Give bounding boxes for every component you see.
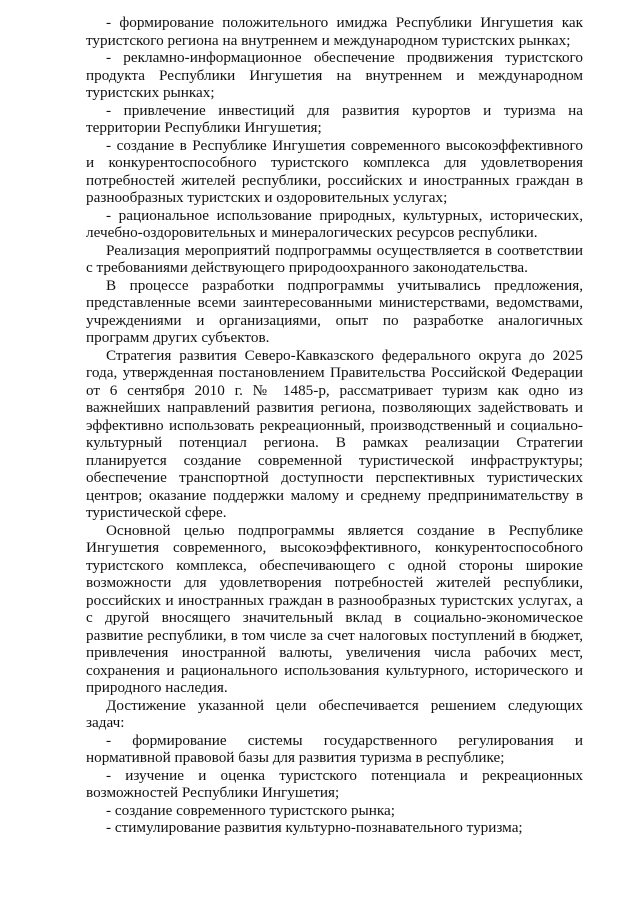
bullet-paragraph: - формирование положительного имиджа Республики Ингушетия как туристского региона на внутреннем и международном туристских рынках; xyxy=(86,14,583,49)
body-paragraph: В процессе разработки подпрограммы учитывались предложения, представленные всеми заинтересованными министерствами, ведомствами, учреждениями и организациями, опыт по разработке аналогичных программ других субъектов. xyxy=(86,276,583,346)
bullet-paragraph: - рациональное использование природных, культурных, исторических, лечебно-оздоровительных и минералогических ресурсов республики. xyxy=(86,206,583,241)
body-paragraph: Основной целью подпрограммы является создание в Республике Ингушетия современного, высокоэффективного, конкурентоспособного туристского комплекса, обеспечивающего с одной стороны широкие возможности для удовлетворения потребностей жителей республики, российских и иностранных граждан в разнообразных туристских услугах, а с другой вносящего значительный вклад в социально-экономическое развитие республики, в том числе за счет налоговых поступлений в бюджет, привлечения иностранной валюты, увеличения числа рабочих мест, сохранения и рационального использования культурного, исторического и природного наследия. xyxy=(86,521,583,696)
bullet-paragraph: - привлечение инвестиций для развития курортов и туризма на территории Республики Ингушетия; xyxy=(86,101,583,136)
bullet-paragraph: - рекламно-информационное обеспечение продвижения туристского продукта Республики Ингушетия на внутреннем и международном туристских рынках; xyxy=(86,49,583,101)
bullet-paragraph: - формирование системы государственного регулирования и нормативной правовой базы для развития туризма в республике; xyxy=(86,731,583,766)
body-paragraph: Стратегия развития Северо-Кавказского федерального округа до 2025 года, утвержденная постановлением Правительства Российской Федерации от 6 сентября 2010 г. № 1485-р, рассматривает туризм как одно из важнейших направлений развития региона, позволяющих задействовать и эффективно использовать рекреационный, производственный и социально-культурный потенциал региона. В рамках реализации Стратегии планируется создание современной туристической инфраструктуры; обеспечение транспортной доступности перспективных туристических центров; оказание поддержки малому и среднему предпринимательству в туристической сфере. xyxy=(86,346,583,521)
bullet-paragraph: - создание в Республике Ингушетия современного высокоэффективного и конкурентоспособного туристского комплекса для удовлетворения потребностей жителей республики, российских и иностранных граждан в разнообразных туристских и оздоровительных услугах; xyxy=(86,136,583,206)
body-paragraph: Реализация мероприятий подпрограммы осуществляется в соответствии с требованиями действующего природоохранного законодательства. xyxy=(86,241,583,276)
bullet-paragraph: - создание современного туристского рынка; xyxy=(106,801,395,819)
bullet-paragraph: - стимулирование развития культурно-познавательного туризма; xyxy=(106,819,523,836)
bullet-paragraph: - изучение и оценка туристского потенциала и рекреационных возможностей Республики Ингушетия; xyxy=(86,766,583,801)
body-paragraph: Достижение указанной цели обеспечивается решением следующих задач: xyxy=(86,696,583,731)
